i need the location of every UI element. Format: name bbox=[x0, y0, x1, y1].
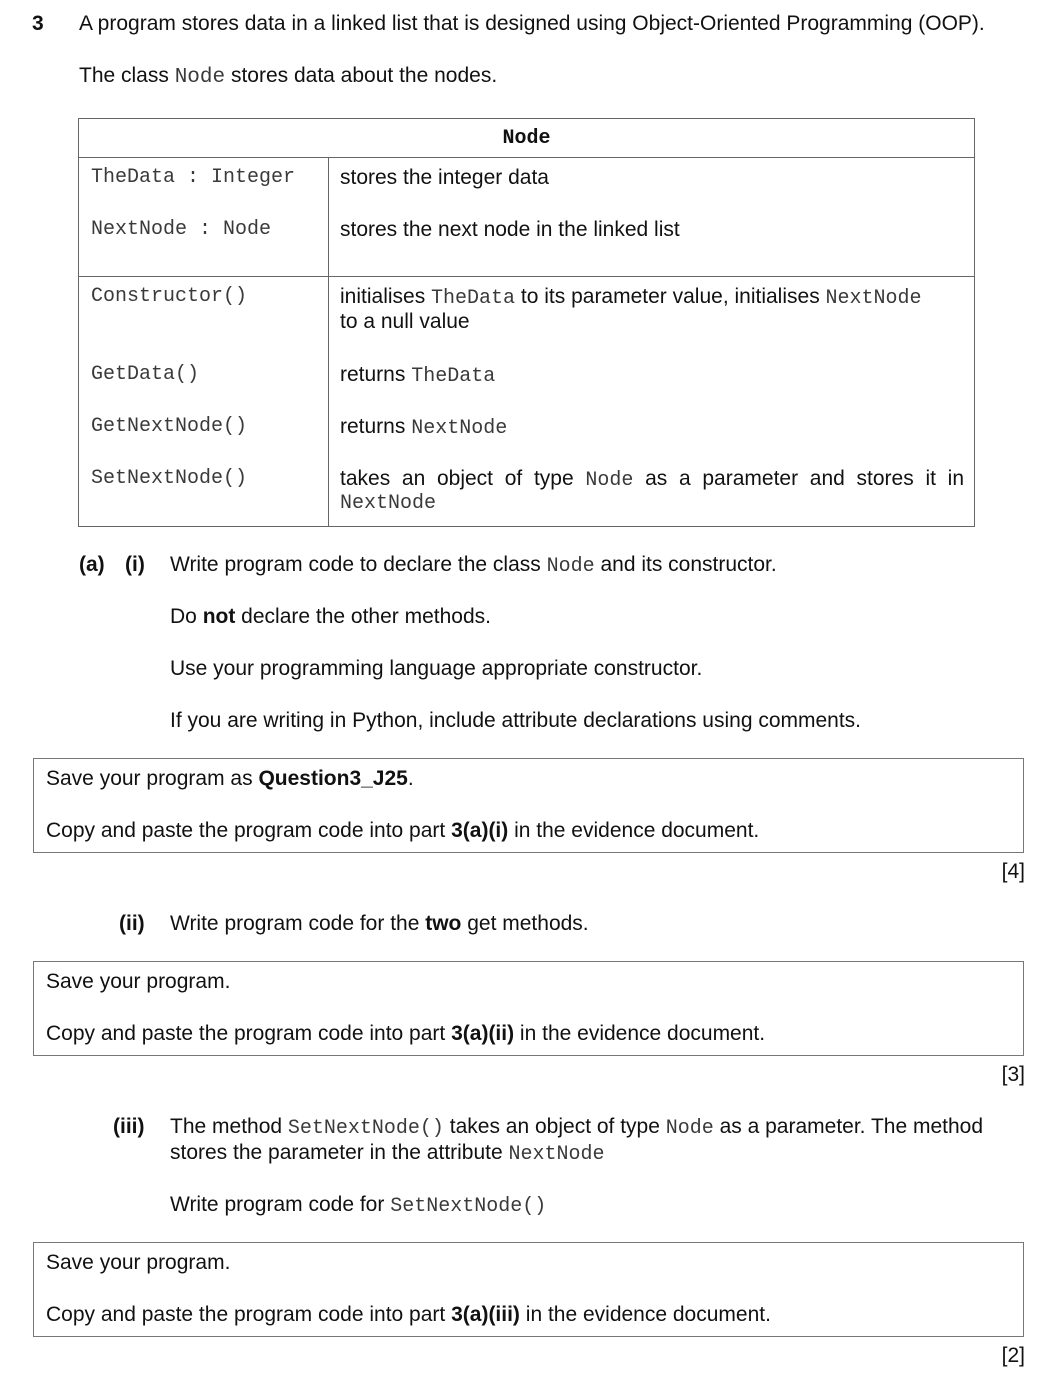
node-class-table bbox=[78, 118, 975, 527]
marks-label: [2] bbox=[1001, 1344, 1025, 1367]
method-name: SetNextNode() bbox=[91, 467, 248, 490]
method-desc-getdata: returns TheData bbox=[340, 363, 496, 388]
question-intro: A program stores data in a linked list that is designed using Object-Oriented Programming (OOP). bbox=[79, 12, 985, 35]
part-ii-label: (ii) bbox=[119, 912, 145, 935]
copy-instruction: Copy and paste the program code into part 3(a)(i) in the evidence document. bbox=[46, 819, 760, 842]
instruction-box bbox=[33, 961, 1024, 1056]
method-name: GetData() bbox=[91, 363, 200, 386]
method-desc-getnextnode: returns NextNode bbox=[340, 415, 508, 440]
part-a-iii-task: Write program code for SetNextNode() bbox=[170, 1193, 547, 1218]
part-a-label: (a) bbox=[79, 553, 105, 576]
class-description: The class Node stores data about the nodes. bbox=[79, 64, 498, 89]
save-instruction: Save your program. bbox=[46, 1251, 231, 1274]
marks-label: [3] bbox=[1001, 1063, 1025, 1086]
methods-desc-cell bbox=[329, 277, 975, 527]
save-instruction: Save your program as Question3_J25. bbox=[46, 767, 414, 790]
method-name: GetNextNode() bbox=[91, 415, 248, 438]
attributes-names-cell bbox=[79, 158, 329, 277]
attribute-name: TheData : Integer bbox=[91, 166, 296, 189]
table-header: Node bbox=[79, 119, 975, 158]
attribute-name: NextNode : Node bbox=[91, 218, 272, 241]
methods-names-cell bbox=[79, 277, 329, 527]
attributes-desc-cell bbox=[329, 158, 975, 277]
part-a-i-instruction: Write program code to declare the class Node and its constructor. bbox=[170, 553, 777, 578]
part-a-i-note: If you are writing in Python, include attribute declarations using comments. bbox=[170, 709, 862, 732]
part-a-iii-instruction-cont: stores the parameter in the attribute NextNode bbox=[170, 1141, 605, 1166]
instruction-box bbox=[33, 758, 1024, 853]
marks-label: [4] bbox=[1001, 860, 1025, 883]
part-i-label: (i) bbox=[125, 553, 145, 576]
part-a-i-note: Do not declare the other methods. bbox=[170, 605, 491, 628]
part-a-ii-instruction: Write program code for the two get methods. bbox=[170, 912, 589, 935]
attribute-desc: stores the integer data bbox=[340, 166, 549, 189]
method-name: Constructor() bbox=[91, 285, 248, 308]
save-instruction: Save your program. bbox=[46, 970, 231, 993]
part-a-iii-instruction: The method SetNextNode() takes an object of type Node as a parameter. The method bbox=[170, 1115, 984, 1140]
question-number: 3 bbox=[32, 12, 44, 35]
method-desc-setnextnode: takes an object of type Node as a parameter and stores it in NextNode bbox=[340, 467, 964, 515]
attribute-desc: stores the next node in the linked list bbox=[340, 218, 680, 241]
copy-instruction: Copy and paste the program code into part 3(a)(iii) in the evidence document. bbox=[46, 1303, 771, 1326]
part-a-i-note: Use your programming language appropriate constructor. bbox=[170, 657, 703, 680]
inline-code: Node bbox=[174, 66, 226, 89]
part-iii-label: (iii) bbox=[113, 1115, 145, 1138]
instruction-box bbox=[33, 1242, 1024, 1337]
copy-instruction: Copy and paste the program code into part 3(a)(ii) in the evidence document. bbox=[46, 1022, 766, 1045]
method-desc-constructor: initialises TheData to its parameter value, initialises NextNode to a null value bbox=[340, 285, 922, 333]
